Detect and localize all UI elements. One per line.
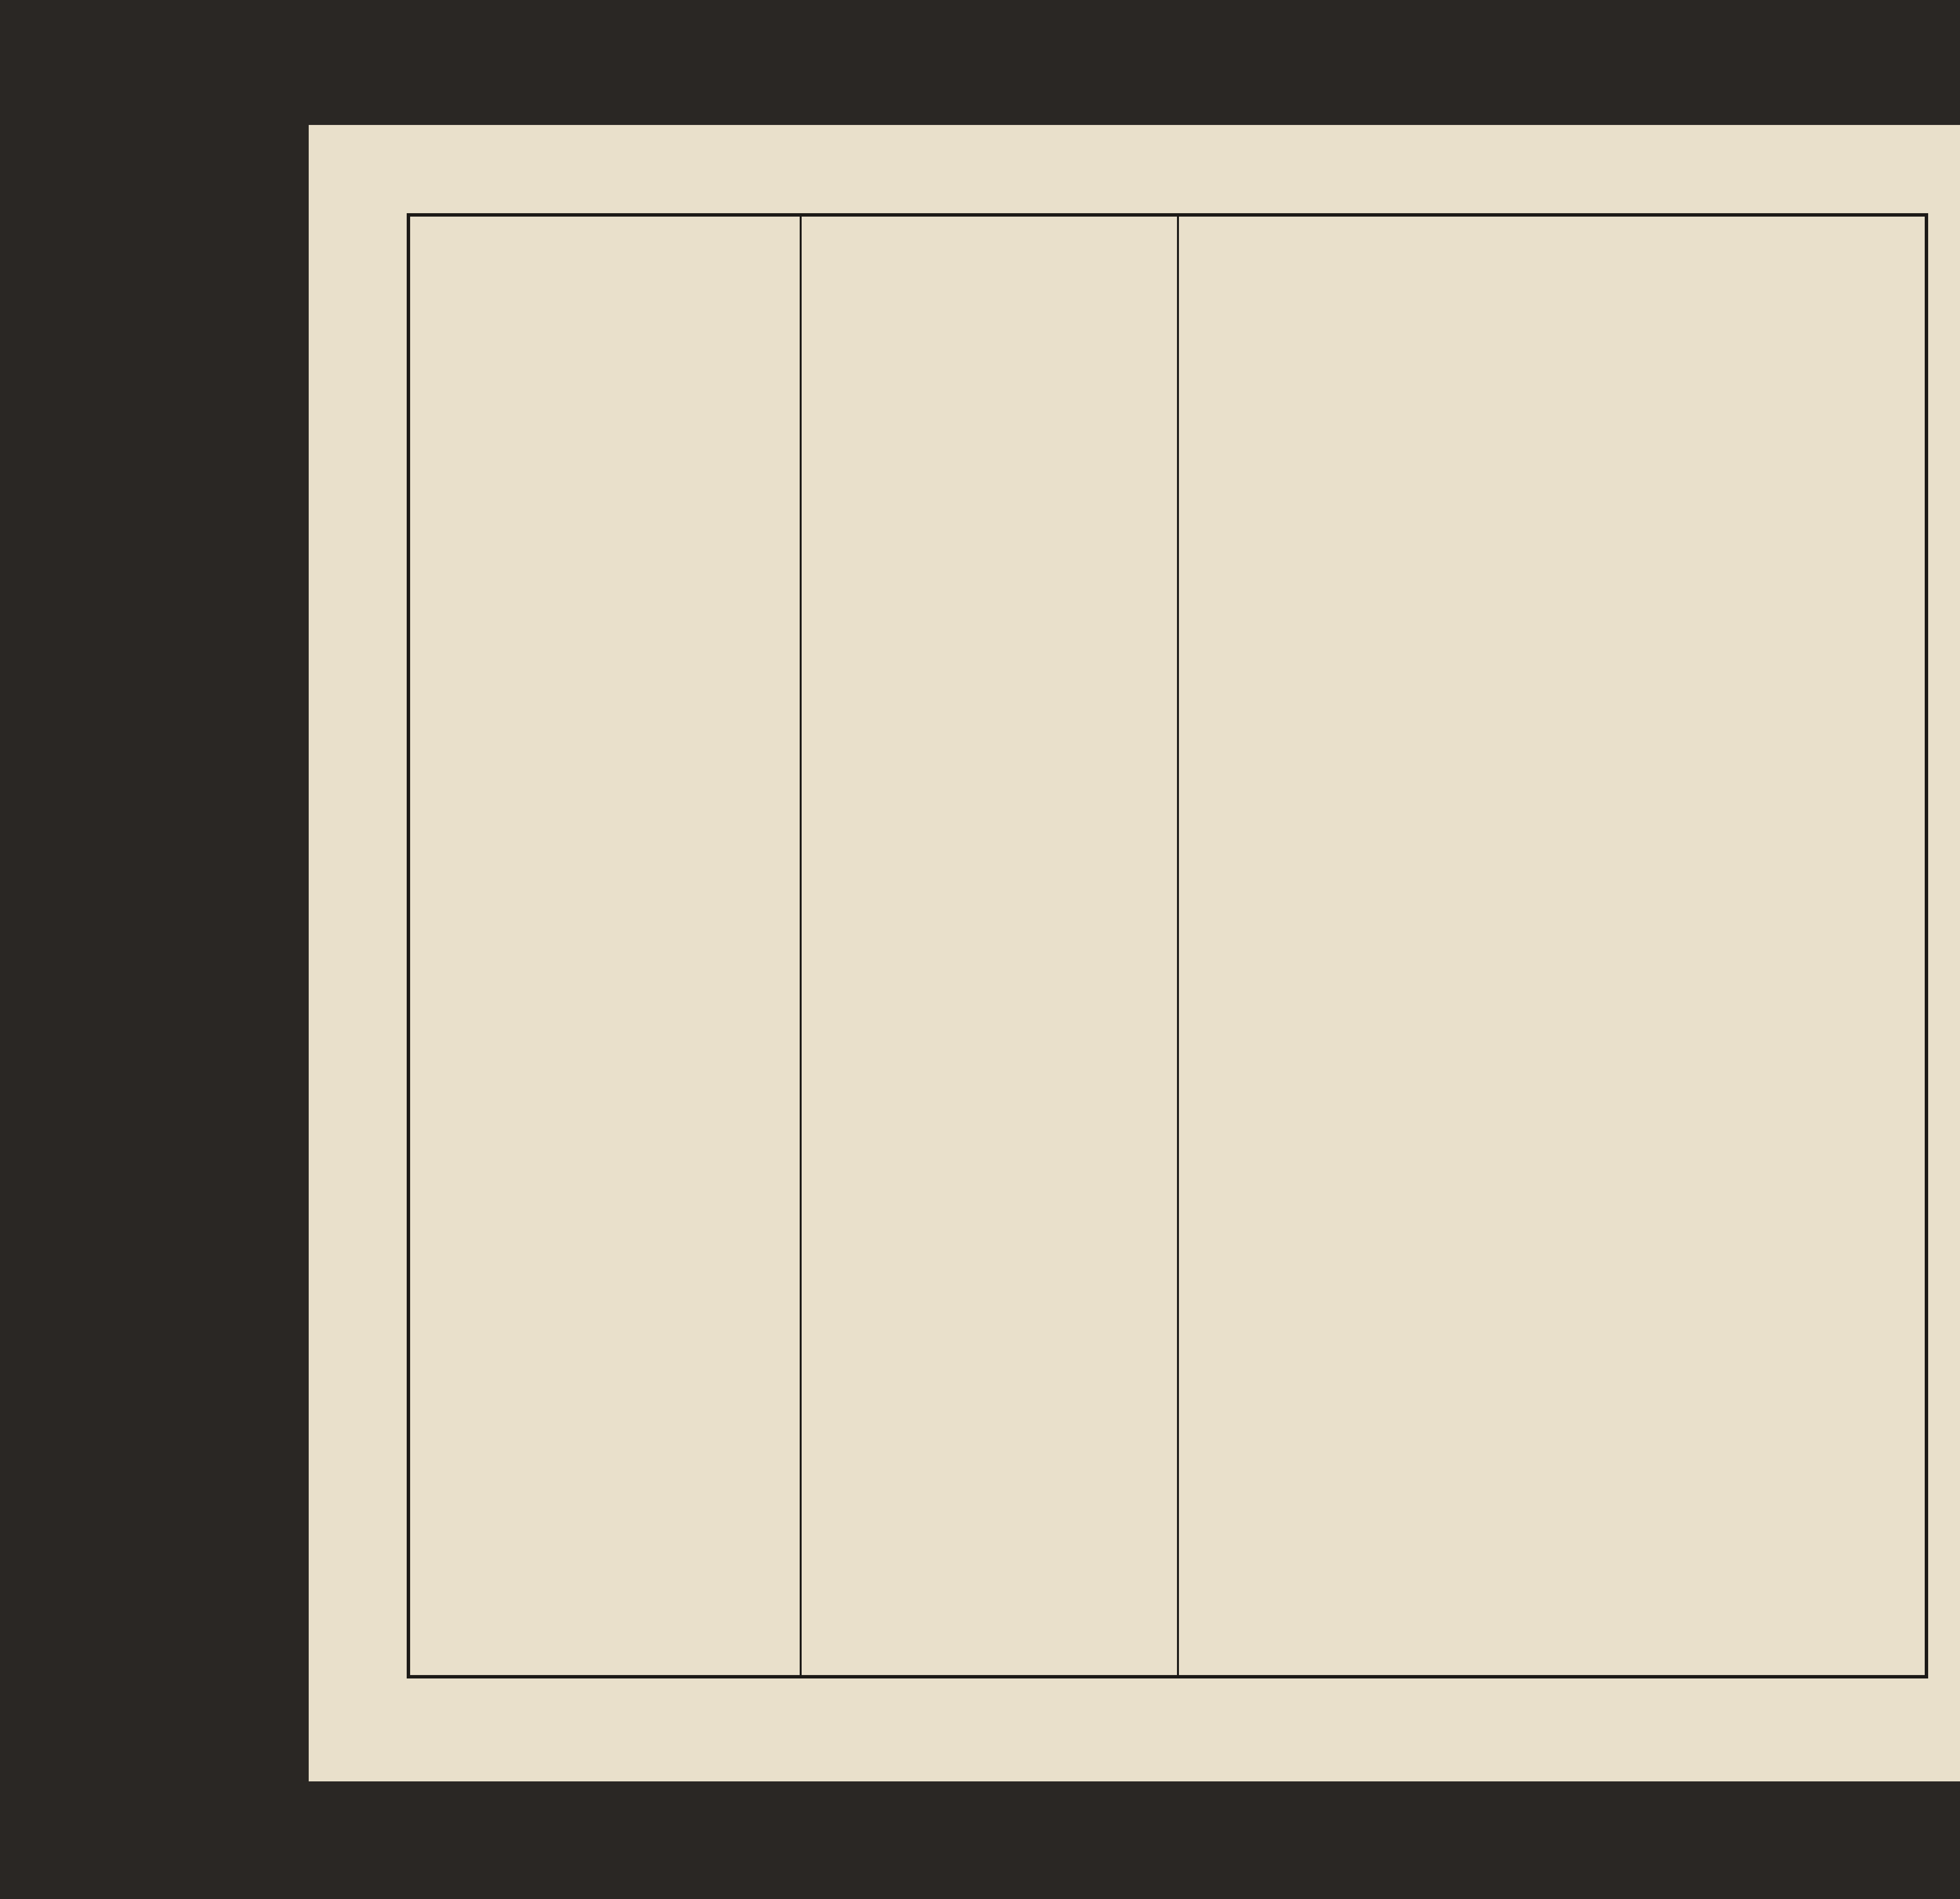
page-sheet <box>309 125 1960 1781</box>
quadri-label <box>424 274 788 291</box>
quadri-label <box>813 218 1165 234</box>
column-2 <box>800 217 1179 1675</box>
index-frame <box>407 213 1928 1678</box>
column-1 <box>410 217 802 1675</box>
